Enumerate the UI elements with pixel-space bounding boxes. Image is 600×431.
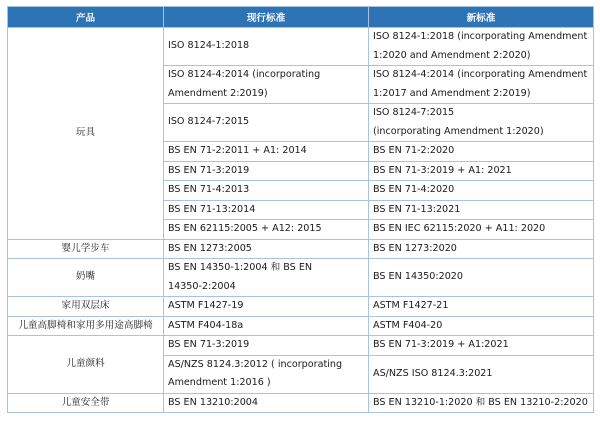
standard-text-line: ISO 8124-7:2015	[168, 116, 250, 128]
current-standard-cell	[164, 316, 369, 336]
table-row	[8, 239, 594, 259]
current-standard-cell	[164, 200, 369, 220]
standard-text-line: BS EN 1273:2005	[168, 242, 252, 254]
new-standard-cell	[369, 355, 594, 393]
standard-text-line: BS EN 13210-1:2020 和 BS EN 13210-2:2020	[373, 396, 588, 408]
new-standard-cell	[369, 220, 594, 240]
current-standard-cell	[164, 220, 369, 240]
standard-text-line: BS EN 14350:2020	[373, 271, 464, 283]
standard-text-line: BS EN 1273:2020	[373, 242, 457, 254]
header-new-standard: 新标准	[369, 7, 594, 28]
new-standard-cell	[369, 104, 594, 142]
new-standard-cell	[369, 297, 594, 317]
table-body	[8, 28, 594, 413]
new-standard-cell	[369, 200, 594, 220]
standard-text-line: Amendment 1:2016 )	[168, 377, 271, 388]
standard-text-line: ASTM F1427-19	[168, 300, 244, 311]
table-row	[8, 316, 594, 336]
standard-text-line: BS EN IEC 62115:2020 + A11: 2020	[373, 223, 546, 234]
standards-table	[7, 6, 594, 413]
product-cell: 玩具	[8, 28, 164, 240]
product-cell: 家用双层床	[8, 297, 164, 317]
standard-text-line: ISO 8124-7:2015	[373, 107, 455, 118]
new-standard-cell	[369, 66, 594, 104]
current-standard-cell	[164, 161, 369, 181]
standard-text-line: BS EN 71-3:2019 + A1: 2021	[373, 164, 512, 176]
standard-text-line: ISO 8124-1:2018	[168, 40, 250, 52]
standard-text-line: ASTM F1427-21	[373, 300, 449, 311]
table-header-row	[8, 7, 594, 28]
current-standard-cell	[164, 393, 369, 413]
new-standard-cell	[369, 161, 594, 181]
current-standard-cell	[164, 336, 369, 356]
standard-text-line: BS EN 62115:2005 + A12: 2015	[168, 223, 322, 234]
product-cell: 婴儿学步车	[8, 239, 164, 259]
standard-text-line: (incorporating Amendment 1:2020)	[373, 125, 544, 137]
table-row	[8, 28, 594, 66]
standard-text-line: AS/NZS ISO 8124.3:2021	[373, 367, 493, 379]
standard-text-line: ASTM F404-20	[373, 319, 443, 331]
standard-text-line: BS EN 71-2:2011 + A1: 2014	[168, 145, 307, 156]
header-product: 产品	[8, 7, 164, 28]
standard-text-line: ISO 8124-1:2018 (incorporating Amendment	[373, 31, 588, 42]
table-row	[8, 259, 594, 297]
standard-text-line: 14350-2:2004	[168, 280, 236, 292]
current-standard-cell	[164, 104, 369, 142]
current-standard-cell	[164, 239, 369, 259]
table-row	[8, 393, 594, 413]
standard-text-line: BS EN 71-4:2013	[168, 184, 250, 195]
current-standard-cell	[164, 66, 369, 104]
standard-text-line: ISO 8124-4:2014 (incorporating Amendment	[373, 69, 588, 80]
standard-text-line: 1:2020 and Amendment 2:2020)	[373, 49, 531, 61]
table-row	[8, 336, 594, 356]
standard-text-line: 1:2017 and Amendment 2:2019)	[373, 87, 531, 99]
table-row	[8, 297, 594, 317]
product-cell: 儿童高脚椅和家用多用途高脚椅	[8, 316, 164, 336]
new-standard-cell	[369, 316, 594, 336]
product-cell: 儿童颜料	[8, 336, 164, 394]
new-standard-cell	[369, 142, 594, 162]
standard-text-line: BS EN 13210:2004	[168, 396, 259, 408]
new-standard-cell	[369, 239, 594, 259]
standard-text-line: Amendment 2:2019)	[168, 87, 268, 99]
standard-text-line: BS EN 71-3:2019	[168, 339, 250, 350]
standard-text-line: BS EN 14350-1:2004 和 BS EN	[168, 262, 313, 273]
product-cell: 奶嘴	[8, 259, 164, 297]
standard-text-line: BS EN 71-13:2014	[168, 203, 256, 215]
header-current-standard: 现行标准	[164, 7, 369, 28]
current-standard-cell	[164, 28, 369, 66]
current-standard-cell	[164, 142, 369, 162]
new-standard-cell	[369, 28, 594, 66]
standard-text-line: BS EN 71-3:2019	[168, 164, 250, 176]
standard-text-line: BS EN 71-3:2019 + A1:2021	[373, 339, 509, 350]
standard-text-line: ISO 8124-4:2014 (incorporating	[168, 69, 321, 80]
new-standard-cell	[369, 336, 594, 356]
new-standard-cell	[369, 393, 594, 413]
standard-text-line: ASTM F404-18a	[168, 319, 244, 331]
new-standard-cell	[369, 181, 594, 201]
product-cell: 儿童安全带	[8, 393, 164, 413]
standard-text-line: BS EN 71-4:2020	[373, 184, 455, 195]
current-standard-cell	[164, 297, 369, 317]
standard-text-line: AS/NZS 8124.3:2012 ( incorporating	[168, 358, 343, 370]
standard-text-line: BS EN 71-2:2020	[373, 145, 455, 156]
new-standard-cell	[369, 259, 594, 297]
current-standard-cell	[164, 355, 369, 393]
current-standard-cell	[164, 259, 369, 297]
standard-text-line: BS EN 71-13:2021	[373, 203, 461, 215]
current-standard-cell	[164, 181, 369, 201]
